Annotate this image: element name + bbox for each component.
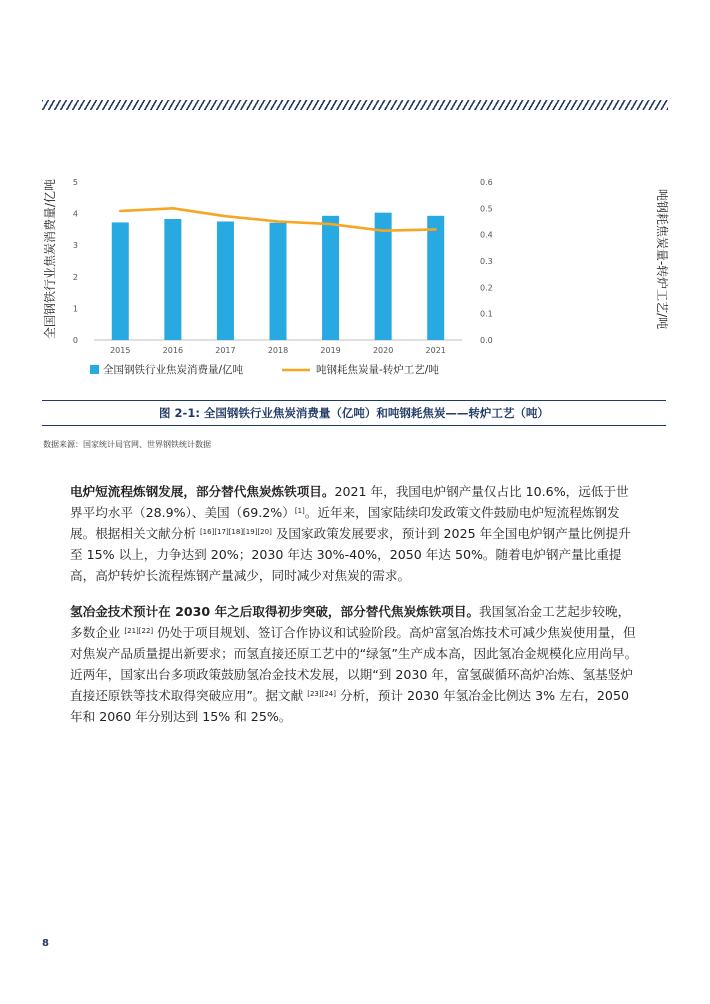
y2-tick-label: 0.2 <box>480 283 493 293</box>
x-tick-label: 2021 <box>425 346 446 355</box>
paragraph-text: 及国家政策发展要求，预计到 2025 年全国电炉钢产量比例提升至 15% 以上，力争达到 20%；2030 年达 30%-40%，2050 年达 50%。随着电炉钢产量比重提高，高炉转炉长流程炼钢产量减少，同时减少对焦炭的需求。 <box>70 526 631 583</box>
y-tick-label: 5 <box>72 178 78 187</box>
x-tick-label: 2017 <box>215 346 236 355</box>
y-tick-label: 3 <box>72 241 78 251</box>
bar-2019 <box>322 216 339 340</box>
y-tick-label: 4 <box>72 209 78 219</box>
combo-chart <box>40 168 670 400</box>
paragraph-lead: 电炉短流程炼钢发展，部分替代焦炭炼铁项目。 <box>70 484 335 499</box>
bar-2016 <box>164 219 181 340</box>
bar-2017 <box>217 222 234 341</box>
y-tick-label: 2 <box>72 272 78 282</box>
paragraph-text: 我国氢冶金工艺起步较晚，多数企业 <box>70 604 631 640</box>
x-tick-label: 2019 <box>320 346 341 355</box>
page-number: 8 <box>42 938 49 949</box>
data-source-note: 数据来源：国家统计局官网、世界钢铁统计数据 <box>43 440 211 449</box>
bar-2018 <box>270 223 287 340</box>
caption-bottom-rule <box>42 425 666 426</box>
legend-line-label: 吨钢耗焦炭量-转炉工艺/吨 <box>316 364 439 376</box>
x-tick-label: 2016 <box>162 346 184 355</box>
y-tick-label: 0 <box>72 336 78 345</box>
bar-2021 <box>427 216 444 340</box>
plot-area <box>73 178 493 355</box>
bar-2015 <box>112 222 129 340</box>
y2-tick-label: 0.4 <box>480 230 493 240</box>
x-tick-label: 2020 <box>372 346 394 355</box>
figure-caption: 图 2-1: 全国钢铁行业焦炭消费量（亿吨）和吨钢耗焦炭——转炉工艺（吨） <box>159 406 549 420</box>
y2-tick-label: 0.3 <box>480 257 493 266</box>
citation-ref: [21][22] <box>124 627 154 635</box>
legend-bar-swatch <box>90 365 99 374</box>
paragraph-text: 。近年来，国家陆续印发政策文件鼓励电炉短流程炼钢发展。根据相关文献分析 <box>70 505 620 541</box>
y2-axis-label: 吨钢耗焦炭量-转炉工艺/吨 <box>655 188 669 330</box>
paragraph-text: 2021 年，我国电炉钢产量仅占比 10.6%，远低于世界平均水平（28.9%）、美国（69.2%） <box>70 484 629 520</box>
y2-tick-label: 0.1 <box>480 309 493 319</box>
paragraph-lead: 氢冶金技术预计在 2030 年之后取得初步突破，部分替代焦炭炼铁项目。 <box>70 604 480 619</box>
y-tick-label: 1 <box>72 304 78 314</box>
y2-tick-label: 0.0 <box>480 336 493 345</box>
legend-bar-label: 全国钢铁行业焦炭消费量/亿吨 <box>103 364 244 376</box>
y2-tick-label: 0.6 <box>480 178 493 187</box>
legend <box>90 363 439 376</box>
paragraph-hydrogen-metallurgy <box>70 601 640 727</box>
x-tick-label: 2015 <box>110 346 131 355</box>
citation-ref: [16][17][18][19][20] <box>199 528 272 536</box>
citation-ref: [23][24] <box>307 690 336 698</box>
header-hatch-band <box>42 100 668 110</box>
caption-top-rule <box>42 400 666 401</box>
citation-ref: [1] <box>294 507 305 515</box>
paragraph-text: 仍处于项目规划、签订合作协议和试验阶段。高炉富氢冶炼技术可减少焦炭使用量，但对焦炭产品质量提出新要求；而氢直接还原工艺中的“绿氢”生产成本高，因此氢冶金规模化应用尚早。近两年，国家出台多项政策鼓励氢冶金技术发展，以期“到 2030 年，富氢碳循环高炉冶炼、氢基竖炉直接还原铁等技术取得突破应用”。据文献 <box>70 625 638 703</box>
y2-tick-label: 0.5 <box>480 204 493 214</box>
y-axis-label: 全国钢铁行业焦炭消费量/亿吨 <box>43 178 57 340</box>
x-tick-label: 2018 <box>267 346 289 355</box>
paragraph-electric-furnace <box>70 481 640 586</box>
paragraph-text: 分析，预计 2030 年氢冶金比例达 3% 左右，2050 年和 2060 年分别达到 15% 和 25%。 <box>70 688 629 724</box>
